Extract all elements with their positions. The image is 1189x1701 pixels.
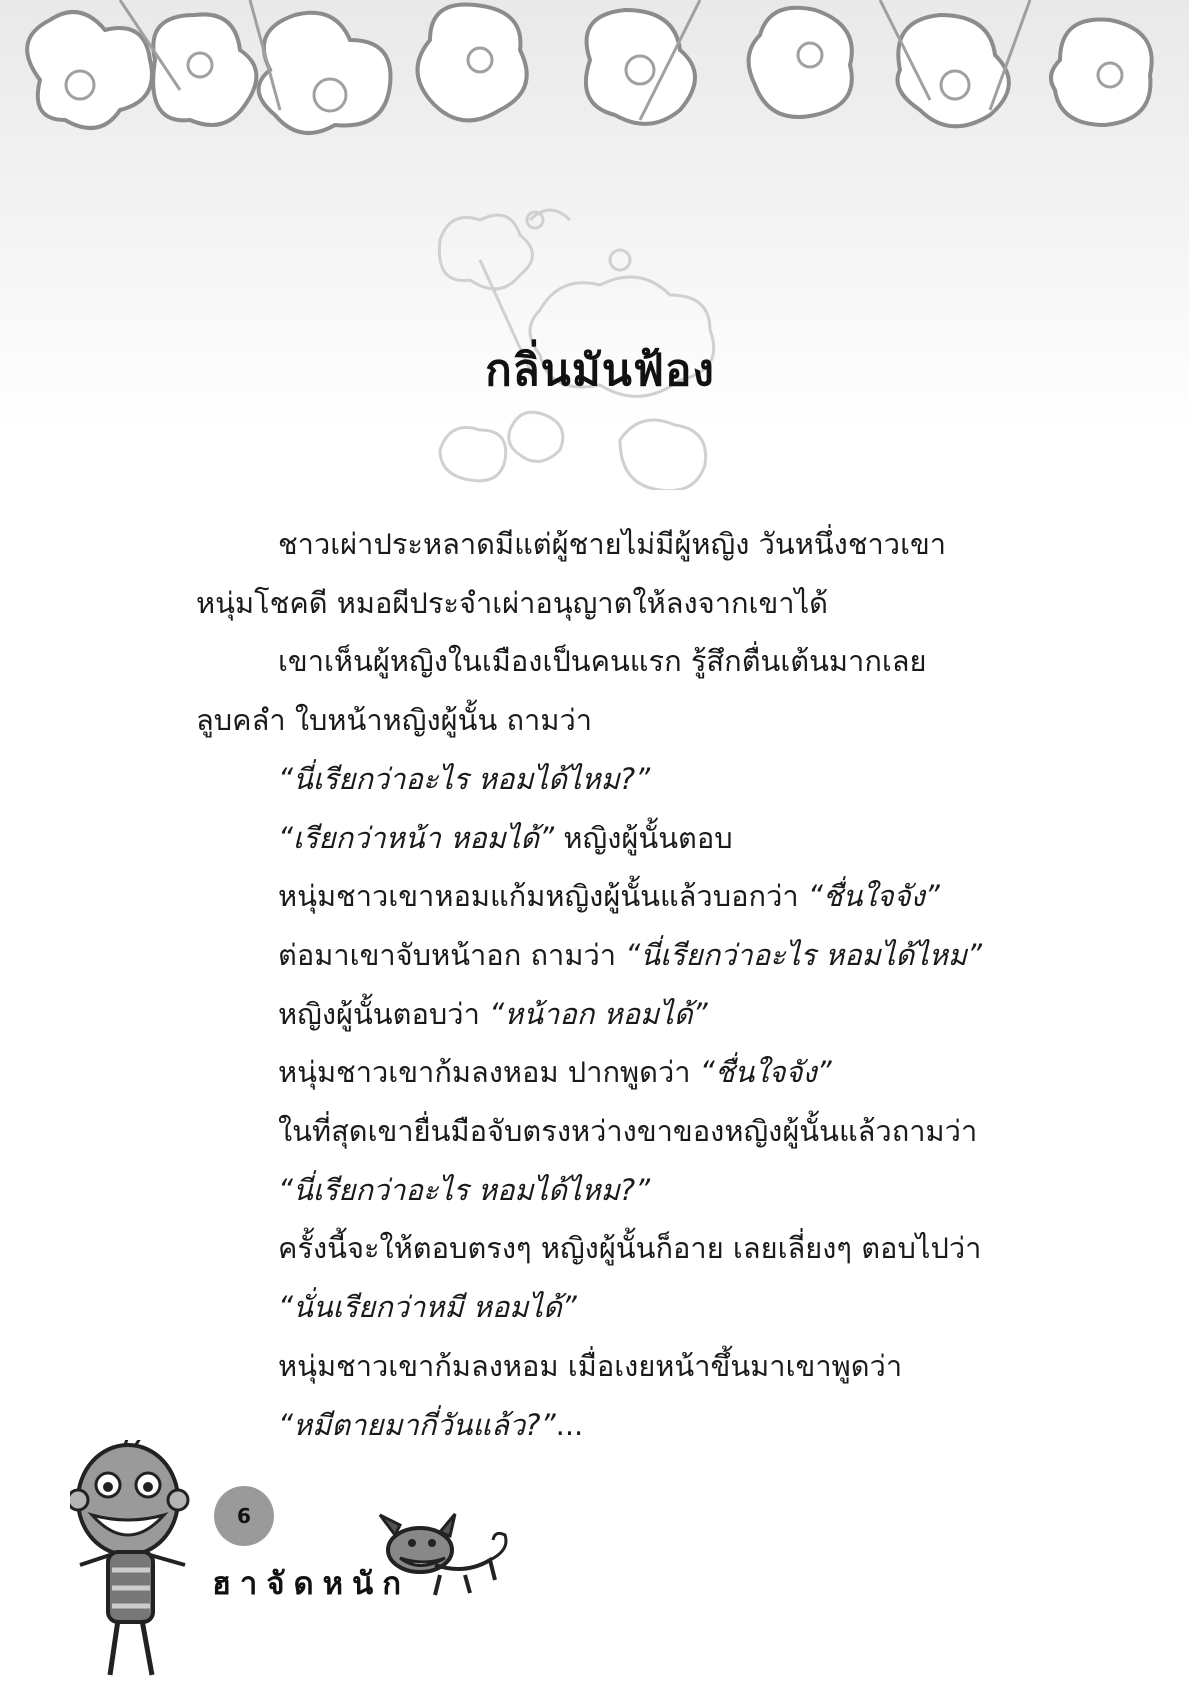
narration-text: ลูบคลำ ใบหน้าหญิงผู้นั้น ถามว่า bbox=[196, 703, 593, 738]
narration-text: หญิงผู้นั้นตอบ bbox=[554, 820, 733, 855]
story-line bbox=[196, 574, 996, 633]
story-body bbox=[196, 515, 996, 1454]
story-line bbox=[196, 1219, 996, 1278]
dialogue-text: “นี่เรียกว่าอะไร หอมได้ไหม?” bbox=[278, 761, 651, 796]
story-line bbox=[196, 750, 996, 809]
dialogue-text: “เรียกว่าหน้า หอมได้” bbox=[278, 820, 555, 855]
story-line bbox=[196, 1337, 996, 1396]
page-number: 6 bbox=[214, 1486, 274, 1546]
story-line bbox=[196, 1161, 996, 1220]
title-block bbox=[420, 200, 780, 490]
dialogue-text: “หน้าอก หอมได้” bbox=[489, 996, 708, 1031]
story-line bbox=[196, 867, 996, 926]
story-line bbox=[196, 1278, 996, 1337]
story-line bbox=[196, 1102, 996, 1161]
narration-text: ชาวเผ่าประหลาดมีแต่ผู้ชายไม่มีผู้หญิง วันหนึ่งชาวเขา bbox=[278, 527, 947, 561]
dialogue-text: “นี่เรียกว่าอะไร หอมได้ไหม?” bbox=[278, 1172, 651, 1207]
narration-text: หนุ่มชาวเขาหอมแก้มหญิงผู้นั้นแล้วบอกว่า bbox=[278, 879, 808, 914]
narration-text: หญิงผู้นั้นตอบว่า bbox=[278, 996, 490, 1031]
narration-text: หนุ่มชาวเขาก้มลงหอม ปากพูดว่า bbox=[278, 1055, 700, 1090]
dialogue-text: “หมีตายมากี่วันแล้ว?” bbox=[278, 1407, 556, 1442]
narration-text: หนุ่มโชคดี หมอผีประจำเผ่าอนุญาตให้ลงจากเขาได้ bbox=[196, 585, 828, 620]
book-title: ฮาจัดหนัก bbox=[212, 1566, 411, 1602]
narration-text: ... bbox=[555, 1407, 584, 1442]
narration-text: ในที่สุดเขายื่นมือจับตรงหว่างขาของหญิงผู้นั้นแล้วถามว่า bbox=[278, 1114, 978, 1149]
narration-text: ครั้งนี้จะให้ตอบตรงๆ หญิงผู้นั้นก็อาย เลยเลี่ยงๆ ตอบไปว่า bbox=[278, 1231, 982, 1266]
laughing-kid-icon bbox=[70, 1440, 188, 1675]
dialogue-text: “นี่เรียกว่าอะไร หอมได้ไหม” bbox=[625, 937, 982, 972]
story-line bbox=[196, 691, 996, 750]
story-line bbox=[196, 1043, 996, 1102]
footer bbox=[70, 1440, 520, 1690]
dialogue-text: “ชื่นใจจัง” bbox=[699, 1055, 832, 1090]
narration-text: ต่อมาเขาจับหน้าอก ถามว่า bbox=[278, 937, 626, 972]
narration-text: เขาเห็นผู้หญิงในเมืองเป็นคนแรก รู้สึกตื่นเต้นมากเลย bbox=[278, 644, 927, 679]
story-line bbox=[196, 632, 996, 691]
story-line bbox=[196, 985, 996, 1044]
story-line bbox=[196, 809, 996, 868]
story-line bbox=[196, 515, 996, 574]
chapter-title: กลิ่นมันฟ้อง bbox=[485, 345, 715, 396]
dialogue-text: “นั่นเรียกว่าหมี หอมได้” bbox=[278, 1290, 577, 1325]
narration-text: หนุ่มชาวเขาก้มลงหอม เมื่อเงยหน้าขึ้นมาเขาพูดว่า bbox=[278, 1348, 903, 1383]
story-line bbox=[196, 926, 996, 985]
dialogue-text: “ชื่นใจจัง” bbox=[807, 879, 940, 914]
